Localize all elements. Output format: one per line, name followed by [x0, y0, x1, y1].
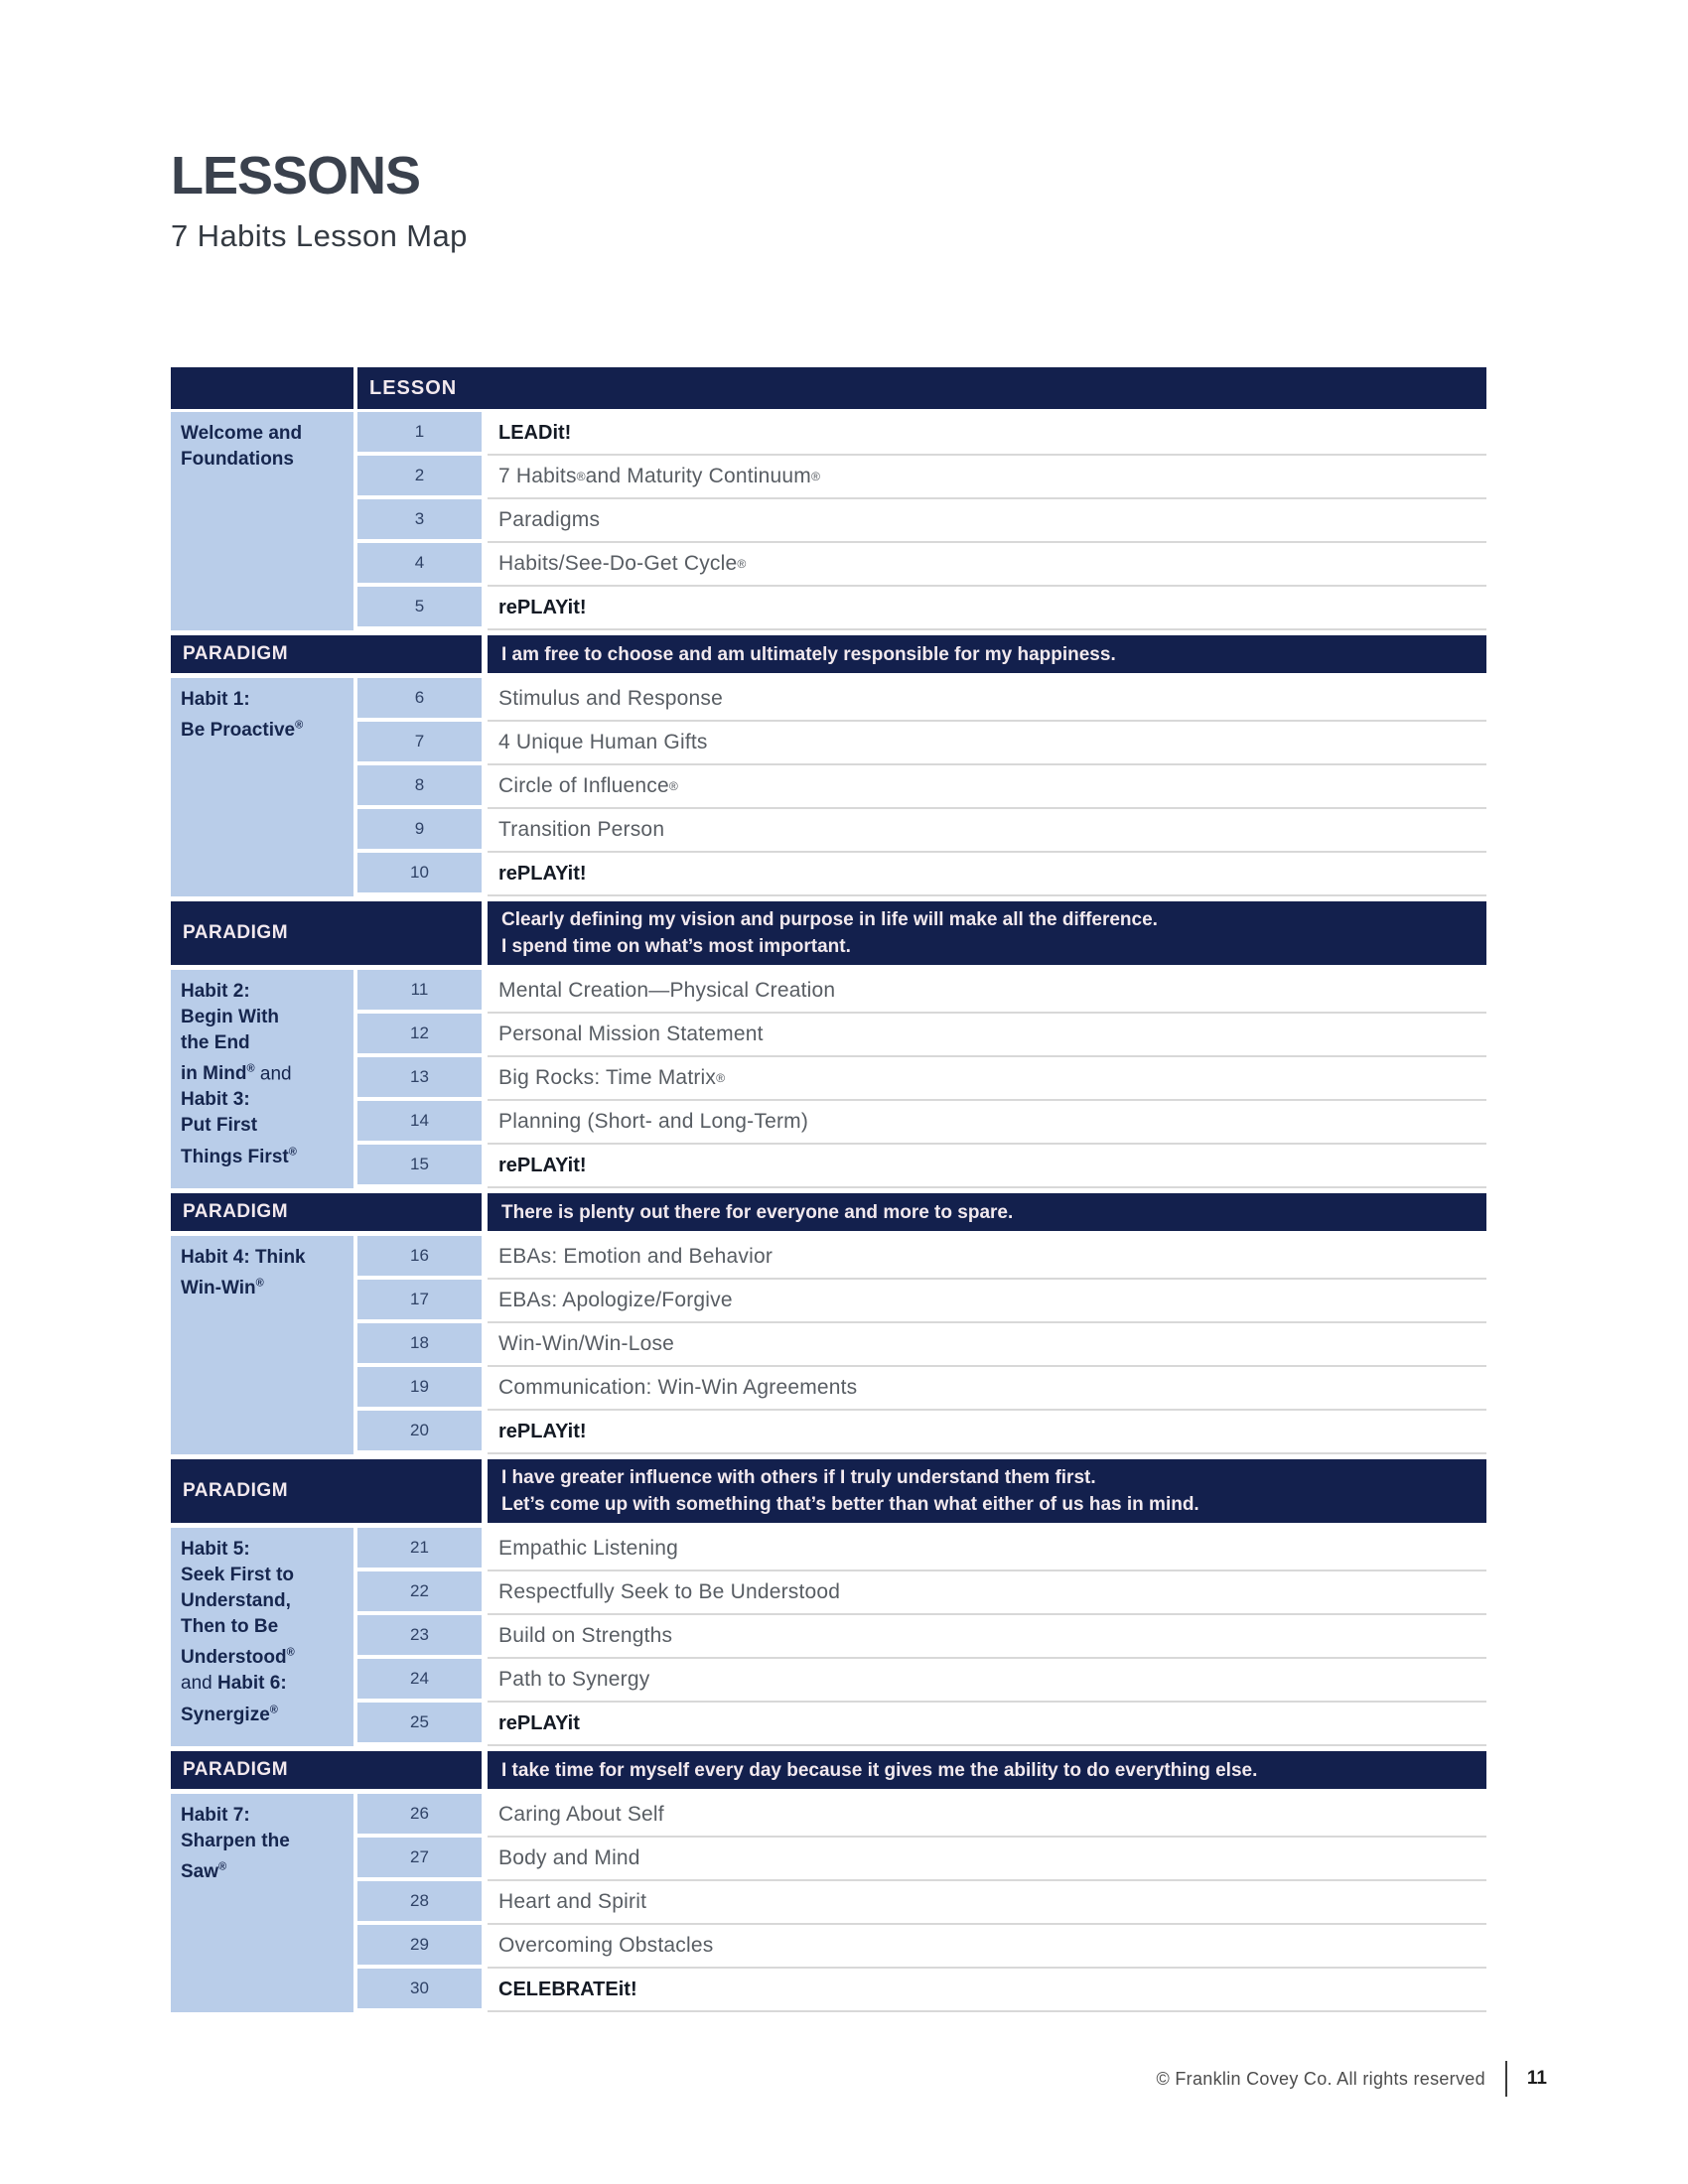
lesson-number-cell: 28	[357, 1881, 482, 1921]
paradigm-label: PARADIGM	[171, 635, 482, 673]
lesson-row	[357, 456, 1486, 499]
category-line	[181, 1697, 348, 1727]
paradigm-label: PARADIGM	[171, 1193, 482, 1231]
paradigm-label: PARADIGM	[171, 901, 482, 965]
category-text-segment: and	[181, 1673, 217, 1695]
registered-mark: ®	[576, 470, 586, 483]
registered-mark: ®	[246, 1063, 255, 1075]
lesson-title: rePLAYit!	[488, 587, 1486, 630]
lesson-number-cell: 18	[357, 1323, 482, 1363]
lesson-row	[357, 1145, 1486, 1188]
footer-divider	[1505, 2061, 1507, 2097]
lesson-row	[357, 1571, 1486, 1615]
lesson-title: Transition Person	[488, 809, 1486, 853]
paradigm-statement-line: I am free to choose and am ultimately responsible for my happiness.	[501, 643, 1116, 665]
registered-mark: ®	[810, 470, 820, 483]
paradigm-bar	[171, 901, 1486, 965]
category-text-segment: Habit 6:	[216, 1673, 287, 1695]
category-text-segment: Understand,	[181, 1590, 291, 1611]
category-cell	[171, 1236, 353, 1454]
category-line	[181, 713, 348, 744]
category-line	[181, 979, 348, 1005]
lesson-row	[357, 1969, 1486, 2012]
lesson-number-cell: 20	[357, 1411, 482, 1450]
paradigm-statement	[488, 1193, 1486, 1231]
category-cell	[171, 970, 353, 1188]
lesson-title: Personal Mission Statement	[488, 1014, 1486, 1057]
lesson-table	[171, 367, 1486, 2012]
category-line	[181, 1056, 348, 1087]
lesson-row	[357, 1101, 1486, 1145]
lesson-row	[357, 499, 1486, 543]
category-text-segment: Welcome and	[181, 423, 303, 444]
lesson-number-cell: 1	[357, 412, 482, 452]
lesson-title: 4 Unique Human Gifts	[488, 722, 1486, 765]
lesson-title: Big Rocks: Time Matrix ®	[488, 1057, 1486, 1101]
lesson-number-cell: 21	[357, 1528, 482, 1568]
category-cell	[171, 412, 353, 630]
lesson-number-cell: 17	[357, 1280, 482, 1319]
category-text-segment: Habit 2:	[181, 981, 250, 1002]
lesson-number-cell: 30	[357, 1969, 482, 2008]
category-text-segment: Saw®	[181, 1861, 227, 1883]
category-line	[181, 1803, 348, 1829]
lesson-number-cell: 6	[357, 678, 482, 718]
category-text-segment: Habit 7:	[181, 1805, 250, 1826]
paradigm-statement-line: I spend time on what’s most important.	[501, 936, 851, 957]
category-line	[181, 1113, 348, 1139]
category-line	[181, 1245, 348, 1271]
title-block	[171, 146, 468, 254]
lesson-row	[357, 853, 1486, 896]
lesson-title: Heart and Spirit	[488, 1881, 1486, 1925]
lesson-number-cell: 29	[357, 1925, 482, 1965]
paradigm-bar	[171, 1193, 1486, 1231]
lesson-number-cell: 25	[357, 1703, 482, 1742]
category-line	[181, 1030, 348, 1056]
category-text-segment: Habit 3:	[181, 1089, 250, 1111]
category-line	[181, 447, 348, 473]
lesson-title: Overcoming Obstacles	[488, 1925, 1486, 1969]
category-line	[181, 1537, 348, 1563]
paradigm-bar	[171, 1459, 1486, 1523]
category-line	[181, 1563, 348, 1588]
category-line	[181, 1854, 348, 1885]
lesson-title: Circle of Influence ®	[488, 765, 1486, 809]
paradigm-statement	[488, 901, 1486, 965]
lesson-number-cell: 16	[357, 1236, 482, 1276]
lesson-row	[357, 1323, 1486, 1367]
table-header-label: LESSON	[369, 376, 458, 399]
lesson-number-cell: 13	[357, 1057, 482, 1097]
lesson-row	[357, 1925, 1486, 1969]
category-line	[181, 1614, 348, 1640]
category-text-segment: Begin With	[181, 1007, 280, 1027]
section-4	[171, 1236, 1486, 1454]
paradigm-bar	[171, 635, 1486, 673]
lesson-number-cell: 12	[357, 1014, 482, 1053]
category-line	[181, 1005, 348, 1030]
lesson-rows	[357, 1236, 1486, 1454]
paradigm-statement	[488, 1751, 1486, 1789]
registered-mark: ®	[269, 1704, 278, 1716]
registered-mark: ®	[286, 1647, 295, 1659]
category-text-segment: in Mind®	[181, 1063, 255, 1085]
lesson-title: rePLAYit	[488, 1703, 1486, 1746]
lesson-title: Stimulus and Response	[488, 678, 1486, 722]
paradigm-statement-line: I take time for myself every day because it gives me the ability to do everything else.	[501, 1759, 1258, 1781]
category-line	[181, 1139, 348, 1169]
category-line	[181, 1271, 348, 1301]
category-cell	[171, 1528, 353, 1746]
category-text-segment: Win-Win®	[181, 1278, 264, 1299]
section-3	[171, 970, 1486, 1188]
category-text-segment: Put First	[181, 1115, 258, 1137]
category-text-segment: Things First®	[181, 1146, 297, 1167]
category-line	[181, 1087, 348, 1113]
paradigm-label: PARADIGM	[171, 1751, 482, 1789]
page-title: LESSONS	[171, 146, 421, 205]
lesson-row	[357, 809, 1486, 853]
lesson-number-cell: 4	[357, 543, 482, 583]
lesson-rows	[357, 678, 1486, 896]
lesson-title: Communication: Win-Win Agreements	[488, 1367, 1486, 1411]
paradigm-statement-line: There is plenty out there for everyone and more to spare.	[501, 1201, 1014, 1223]
lesson-row	[357, 412, 1486, 456]
lesson-row	[357, 1367, 1486, 1411]
paradigm-statement-line: Let’s come up with something that’s better than what either of us has in mind.	[501, 1494, 1199, 1515]
lesson-number-cell: 22	[357, 1571, 482, 1611]
lesson-row	[357, 1280, 1486, 1323]
page-subtitle: 7 Habits Lesson Map	[171, 218, 468, 253]
paradigm-statement	[488, 1459, 1486, 1523]
lesson-row	[357, 1236, 1486, 1280]
lesson-title: Paradigms	[488, 499, 1486, 543]
category-text-segment: Understood®	[181, 1647, 295, 1669]
lesson-title: Path to Synergy	[488, 1659, 1486, 1703]
category-text-segment: Habit 1:	[181, 689, 250, 710]
category-cell	[171, 1794, 353, 2012]
lesson-title: Habits/See-Do-Get Cycle ®	[488, 543, 1486, 587]
lesson-row	[357, 1411, 1486, 1454]
lesson-number-cell: 8	[357, 765, 482, 805]
lesson-number-cell: 11	[357, 970, 482, 1010]
registered-mark: ®	[737, 557, 747, 571]
lesson-number-cell: 5	[357, 587, 482, 626]
page-number: 11	[1526, 2068, 1547, 2089]
lesson-number-cell: 10	[357, 853, 482, 892]
lesson-title: Empathic Listening	[488, 1528, 1486, 1571]
table-header	[171, 367, 1486, 409]
registered-mark: ®	[218, 1861, 227, 1873]
registered-mark: ®	[255, 1278, 264, 1290]
registered-mark: ®	[288, 1146, 297, 1159]
paradigm-bar	[171, 1751, 1486, 1789]
lesson-title: 7 Habits ® and Maturity Continuum ®	[488, 456, 1486, 499]
paradigm-label: PARADIGM	[171, 1459, 482, 1523]
lesson-title: Build on Strengths	[488, 1615, 1486, 1659]
lesson-number-cell: 15	[357, 1145, 482, 1184]
category-line	[181, 1640, 348, 1671]
lesson-number-cell: 3	[357, 499, 482, 539]
paradigm-statement	[488, 635, 1486, 673]
lesson-number-cell: 19	[357, 1367, 482, 1407]
lesson-title: LEADit!	[488, 412, 1486, 456]
registered-mark: ®	[668, 779, 678, 793]
lesson-title: rePLAYit!	[488, 1411, 1486, 1454]
lesson-rows	[357, 1528, 1486, 1746]
lesson-rows	[357, 970, 1486, 1188]
lesson-title: Win-Win/Win-Lose	[488, 1323, 1486, 1367]
section-6	[171, 1794, 1486, 2012]
section-5	[171, 1528, 1486, 1746]
category-text-segment: Habit 5:	[181, 1539, 250, 1560]
copyright-text: © Franklin Covey Co. All rights reserved	[1156, 2068, 1485, 2089]
lesson-title: Body and Mind	[488, 1838, 1486, 1881]
registered-mark: ®	[295, 720, 304, 732]
lesson-row	[357, 1881, 1486, 1925]
lesson-row	[357, 970, 1486, 1014]
lesson-row	[357, 1703, 1486, 1746]
lesson-title: EBAs: Emotion and Behavior	[488, 1236, 1486, 1280]
lesson-row	[357, 1659, 1486, 1703]
lesson-row	[357, 1528, 1486, 1571]
lesson-title: Mental Creation—Physical Creation	[488, 970, 1486, 1014]
lesson-row	[357, 1014, 1486, 1057]
lesson-title: Caring About Self	[488, 1794, 1486, 1838]
lesson-number-cell: 24	[357, 1659, 482, 1699]
category-text-segment: the End	[181, 1032, 250, 1053]
lesson-number-cell: 27	[357, 1838, 482, 1877]
table-header-spacer	[171, 367, 353, 409]
registered-mark: ®	[716, 1071, 726, 1085]
category-cell	[171, 678, 353, 896]
category-text-segment: Synergize®	[181, 1704, 278, 1725]
footer	[1157, 2061, 1547, 2097]
lesson-title: rePLAYit!	[488, 1145, 1486, 1188]
category-text-segment: Habit 4: Think	[181, 1247, 306, 1268]
category-line	[181, 687, 348, 713]
paradigm-statement-line: Clearly defining my vision and purpose in life will make all the difference.	[501, 909, 1158, 930]
category-text-segment: and	[254, 1063, 292, 1085]
lesson-row	[357, 543, 1486, 587]
lesson-row	[357, 765, 1486, 809]
lesson-title: EBAs: Apologize/Forgive	[488, 1280, 1486, 1323]
category-text-segment: Seek First to	[181, 1565, 295, 1585]
lesson-title: Planning (Short- and Long-Term)	[488, 1101, 1486, 1145]
category-line	[181, 1588, 348, 1614]
section-1	[171, 412, 1486, 630]
lesson-row	[357, 1838, 1486, 1881]
lesson-number-cell: 14	[357, 1101, 482, 1141]
lesson-number-cell: 23	[357, 1615, 482, 1655]
category-text-segment: Sharpen the	[181, 1831, 290, 1851]
lesson-rows	[357, 412, 1486, 630]
lesson-title: CELEBRATEit!	[488, 1969, 1486, 2012]
lesson-row	[357, 1794, 1486, 1838]
lesson-row	[357, 1615, 1486, 1659]
table-header-lesson-cell	[357, 367, 1486, 409]
lesson-row	[357, 587, 1486, 630]
lesson-title: rePLAYit!	[488, 853, 1486, 896]
lesson-row	[357, 678, 1486, 722]
lesson-number-cell: 9	[357, 809, 482, 849]
lesson-number-cell: 26	[357, 1794, 482, 1834]
lesson-row	[357, 722, 1486, 765]
paradigm-statement-line: I have greater influence with others if I truly understand them first.	[501, 1467, 1096, 1488]
category-text-segment: Be Proactive®	[181, 720, 304, 742]
lesson-title: Respectfully Seek to Be Understood	[488, 1571, 1486, 1615]
category-line	[181, 1829, 348, 1854]
category-text-segment: Foundations	[181, 449, 294, 470]
lesson-number-cell: 2	[357, 456, 482, 495]
lesson-row	[357, 1057, 1486, 1101]
section-2	[171, 678, 1486, 896]
category-line	[181, 1671, 348, 1697]
lesson-number-cell: 7	[357, 722, 482, 761]
category-text-segment: Then to Be	[181, 1616, 279, 1637]
table-body	[171, 412, 1486, 2012]
lesson-rows	[357, 1794, 1486, 2012]
category-line	[181, 421, 348, 447]
